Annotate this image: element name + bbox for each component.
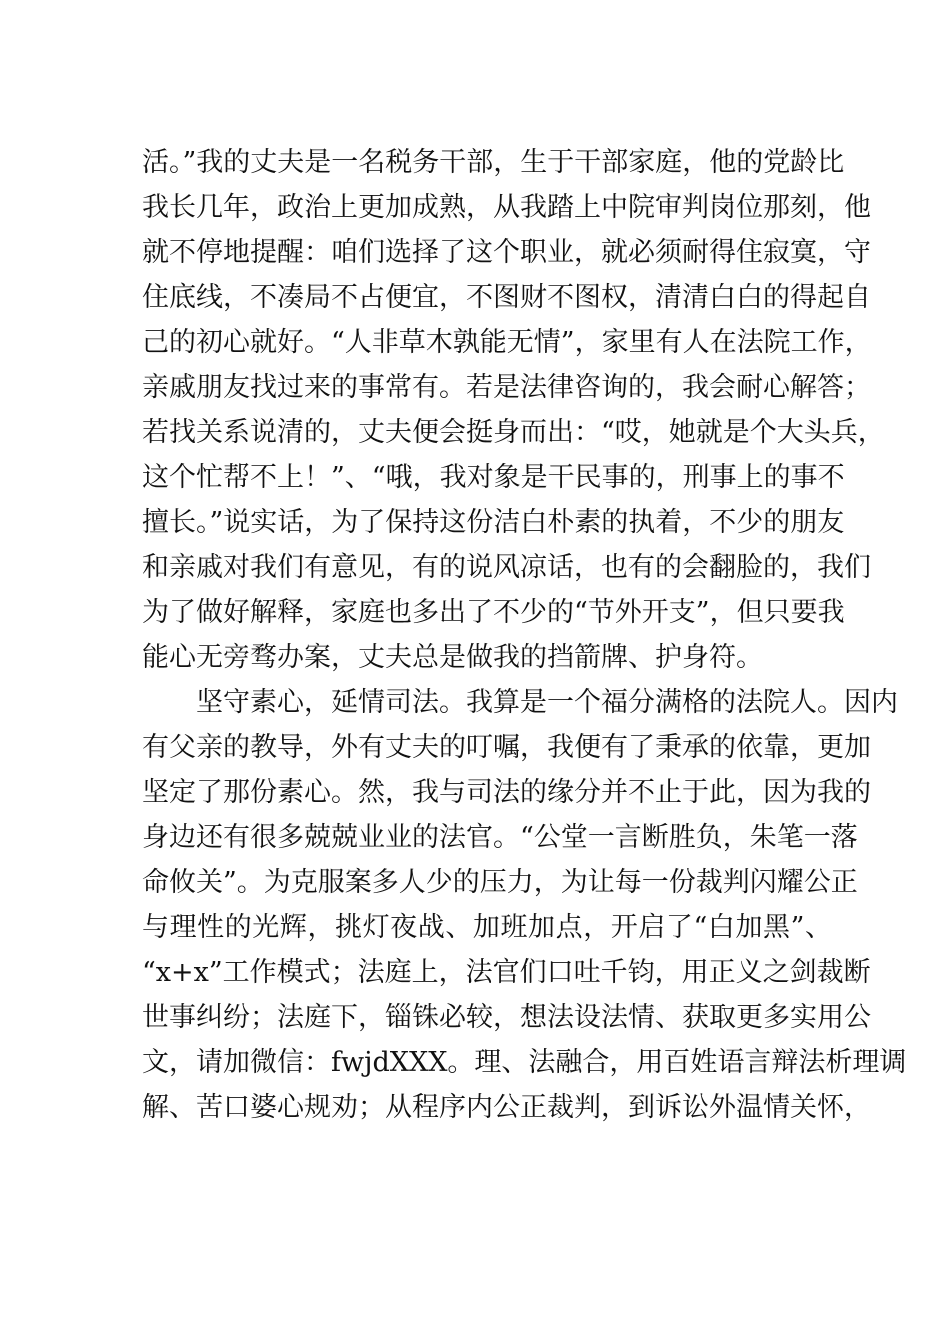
paragraph-2-line: “x+x”工作模式；法庭上，法官们口吐千钧，用正义之剑裁断 <box>142 957 871 988</box>
paragraph-1-line: 亲戚朋友找过来的事常有。若是法律咨询的，我会耐心解答； <box>142 372 871 403</box>
paragraph-2-line: 身边还有很多兢兢业业的法官。“公堂一言断胜负，朱笔一落 <box>142 822 858 853</box>
paragraph-2-line: 坚定了那份素心。然，我与司法的缘分并不止于此，因为我的 <box>142 777 871 808</box>
paragraph-2-line: 有父亲的教导，外有丈夫的叮嘱，我便有了秉承的依靠，更加 <box>142 732 871 763</box>
paragraph-1-line: 活。”我的丈夫是一名税务干部，生于干部家庭，他的党龄比 <box>142 147 845 178</box>
paragraph-1-line: 能心无旁骛办案，丈夫总是做我的挡箭牌、护身符。 <box>142 642 763 673</box>
paragraph-2-line: 文，请加微信：fwjdXXX。理、法融合，用百姓语言辩法析理调 <box>142 1047 907 1078</box>
paragraph-1-line: 若找关系说清的，丈夫便会挺身而出：“哎，她就是个大头兵， <box>142 417 885 448</box>
paragraph-1-line: 和亲戚对我们有意见，有的说风凉话，也有的会翻脸的，我们 <box>142 552 871 583</box>
paragraph-1-line: 就不停地提醒：咱们选择了这个职业，就必须耐得住寂寞，守 <box>142 237 871 268</box>
paragraph-2-line: 与理性的光辉，挑灯夜战、加班加点，开启了“白加黑”、 <box>142 912 832 943</box>
paragraph-1-line: 这个忙帮不上！”、“哦，我对象是干民事的，刑事上的事不 <box>142 462 845 493</box>
paragraph-1-line: 住底线，不凑局不占便宜，不图财不图权，清清白白的得起自 <box>142 282 871 313</box>
paragraph-2-line: 世事纠纷；法庭下，锱铢必较，想法设法情、获取更多实用公 <box>142 1002 871 1033</box>
document-body <box>142 140 907 1130</box>
paragraph-2-line: 解、苦口婆心规劝；从程序内公正裁判，到诉讼外温情关怀， <box>142 1092 871 1123</box>
paragraph-2-line: 命攸关”。为克服案多人少的压力，为让每一份裁判闪耀公正 <box>142 867 858 898</box>
paragraph-2-line: 坚守素心，延情司法。我算是一个福分满格的法院人。因内 <box>196 687 898 718</box>
paragraph-1-line: 为了做好解释，家庭也多出了不少的“节外开支”，但只要我 <box>142 597 845 628</box>
paragraph-1-line: 擅长。”说实话，为了保持这份洁白朴素的执着，不少的朋友 <box>142 507 845 538</box>
paragraph-1-line: 己的初心就好。“人非草木孰能无情”，家里有人在法院工作， <box>142 327 872 358</box>
paragraph-1-line: 我长几年，政治上更加成熟，从我踏上中院审判岗位那刻，他 <box>142 192 871 223</box>
